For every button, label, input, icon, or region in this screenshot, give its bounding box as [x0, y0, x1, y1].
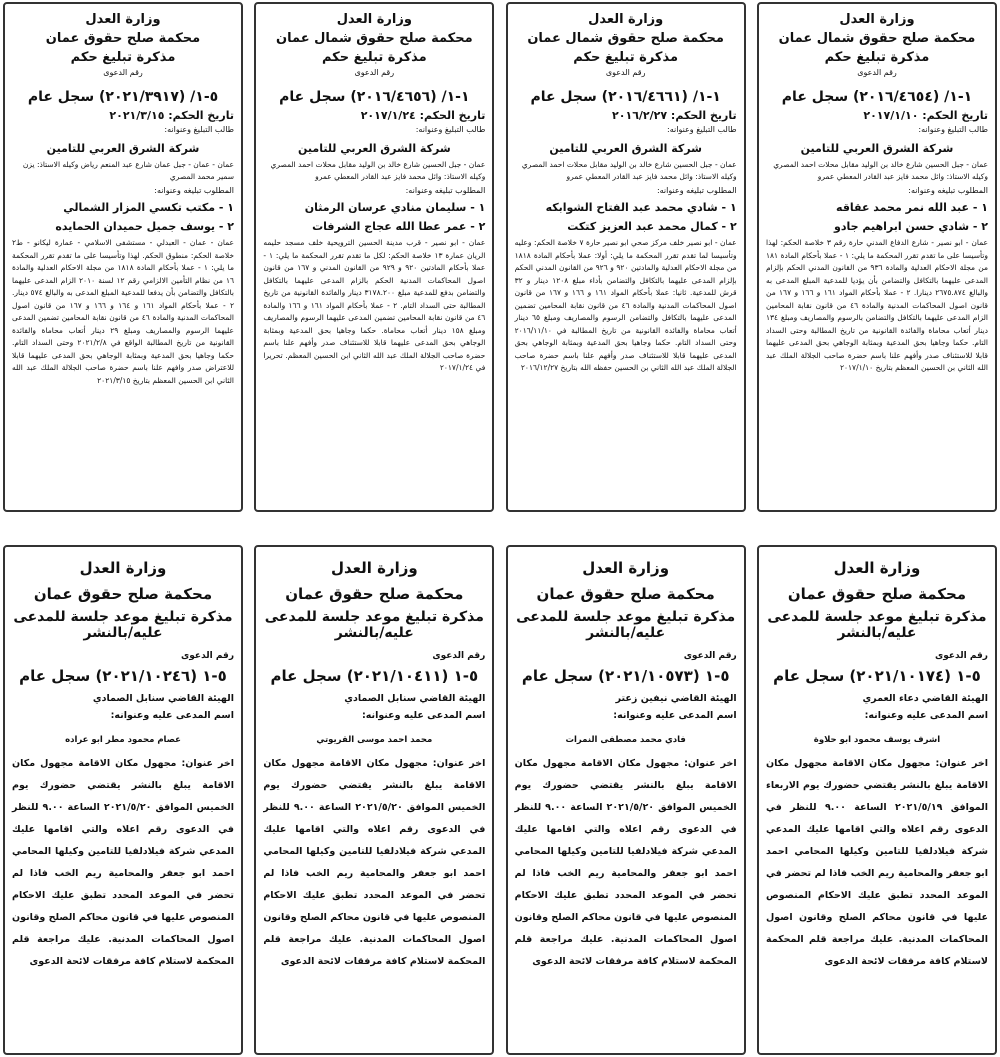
target-label: المطلوب تبليغه وعنوانه: — [405, 186, 486, 195]
judgment-text: عمان - ابو نصير - شارع الدفاع المدني حارة رقم ٣ خلاصة الحكم: لهذا وتأسيسا على ما تقدم تقرر المحكمة ما يلي: ١ - عملا بأحكام المادة ١٨١ من مجلة الاحكام العدلية والمادة ٩٣٦ من القانون المدني الحكم بإلزام المدعى عليهما بالتكافل والتضامن بأن يؤديا للمدعية المبلغ المدعى به والبالغ ٢٦٧٥.٨٧٤ دينارا. ٢ - عملا بأحكام المواد ١٦١ و ١٦٦ و ١٦٧ من قانون اصول المحاكمات المدنية والمادة ٤٦ من قانون نقابة المحامين الزام المدعى عليهما بالتكافل والتضامن بالرسوم والمصاريف ومبلغ ١٣٤ دينار أتعاب محاماة والفائدة القانونية من تاريخ المطالبة وحتى السداد التام. حكما وجاهيا بحق المدعية وبمثابة الوجاهي بحق المدعى عليهما قابلا للاستئناف صدر وأفهم علنا باسم حضرة صاحب الجلالة الملك عبد الله الثاني بن الحسين المعظم بتاريخ ٢٠١٧/١/١٠ — [765, 238, 988, 372]
case-label: رقم الدعوى — [683, 651, 737, 661]
court-name: محكمة صلح حقوق شمال عمان — [276, 31, 473, 46]
ministry-title: وزارة العدل — [839, 12, 915, 27]
notice-card — [254, 2, 494, 512]
notice-card — [506, 2, 746, 512]
notice-text: اخر عنوان: مجهول مكان الاقامة مجهول مكان الاقامة يبلغ بالنشر يقتضي حضورك يوم الاربعاء الموافق ٢٠٢١/٥/١٩ الساعة ٩.٠٠ للنظر في الدعوى رقم اعلاه والتي اقامها عليك المدعي شركة فيلادلفيا للتامين وكيلها المحامي احمد ابو جعفر والمحامية ريم الخب فاذا لم تحضر في الموعد المحدد تطبق عليك الاحكام المنصوص عليها في قانون محاكم الصلح وقانون اصول المحاكمات المدنية. عليك مراجعة قلم المحكمة لاستلام كافة مرفقات لائحة الدعوى — [765, 758, 988, 967]
case-label: رقم الدعوى — [935, 651, 988, 661]
top-notices-row — [0, 2, 1000, 512]
requester-address: عمان - جبل الحسين شارع خالد بن الوليد مقابل محلات احمد المصري وكيله الاستاذ: وائل محمد فايز عبد القادر المعطي عمرو — [521, 160, 737, 181]
case-label: رقم الدعوى — [857, 68, 897, 77]
defendant-label: اسم المدعى عليه وعنوانه: — [361, 710, 486, 721]
court-name: محكمة صلح حقوق عمان — [33, 585, 213, 603]
judgment-date: تاريخ الحكم: ٢٠١٧/١/٢٤ — [360, 109, 486, 122]
court-name: محكمة صلح حقوق عمان — [787, 585, 967, 603]
case-number: ١-١/ (٢٠١٦/٤٦٦١) سجل عام — [530, 89, 721, 105]
memo-title: مذكرة تبليغ موعد جلسة للمدعى عليه/بالنشر — [264, 609, 484, 641]
case-number: ٥-١ (٢٠٢١/١٠١٧٤) سجل عام — [773, 667, 981, 685]
requester-address: عمان - جبل الحسين شارع خالد بن الوليد مقابل محلات احمد المصري وكيله الاستاذ: وائل محمد فايز عبد القادر المعطي عمرو — [270, 160, 486, 181]
target-label: المطلوب تبليغه وعنوانه: — [656, 186, 737, 195]
case-label: رقم الدعوى — [181, 651, 234, 661]
defendant-name: فادي محمد مصطفى النمرات — [565, 735, 686, 745]
judgment-text: عمان - ابو نصير - قرب مدينة الحسين الترويحية خلف مسجد حليمه الريان عمارة ١٣ خلاصة الحكم: لكل ما تقدم تقرر المحكمة ما يلي: ١ - عملا بأحكام المادتين ٩٢٠ و ٩٢٩ من القانون المدني و ١٦٧ من قانون اصول المحاكمات المدنية الحكم بالزام المدعى عليهما بالتكافل والتضامن بدفع للمدعية مبلغ ٣١٧٨.٢٠٠ دينار والفائدة القانونية من تاريخ المطالبة حتى السداد التام. ٢ - عملا بأحكام المواد ١٦١ و ١٦٦ والمادة ٤٦ من قانون نقابة المحامين تضمين المدعى عليهما الرسوم والمصاريف ومبلغ ١٥٨ دينار أتعاب محاماة. حكما وجاهيا بحق المدعية وبمثابة الوجاهي بحق المدعى عليهما قابلا للاستئناف صدر وأفهم علنا باسم حضرة صاحب الجلالة الملك عبد الله الثاني ابن الحسين المعظم. تحريرا في ٢٠١٧/١/٢٤ — [263, 238, 486, 372]
requester-name: شركة الشرق العربي للتامين — [549, 142, 702, 155]
defendant-name: محمد احمد موسى القريوتي — [316, 735, 433, 745]
defendant-name: عصام محمود مطر ابو عراده — [65, 735, 181, 745]
defendant-name: اشرف يوسف محمود ابو حلاوة — [813, 735, 941, 745]
judgment-date: تاريخ الحكم: ٢٠١٧/١/١٠ — [863, 109, 988, 122]
case-label: رقم الدعوى — [432, 651, 486, 661]
memo-title: مذكرة تبليغ حكم — [573, 50, 679, 65]
judge-panel: الهيئة القاضي سنابل الصمادي — [344, 693, 486, 704]
notice-text: اخر عنوان: مجهول مكان الاقامة مجهول مكان الاقامة يبلغ بالنشر يقتضي حضورك يوم الخميس الموافق ٢٠٢١/٥/٢٠ الساعة ٩.٠٠ للنظر في الدعوى رقم اعلاه والتي اقامها عليك المدعي شركة فيلادلفيا للتامين وكيلها المحامي احمد ابو جعفر والمحامية ريم الخب فاذا لم تحضر في الموعد المحدد تطبق عليك الاحكام المنصوص عليها في قانون محاكم الصلح وقانون اصول المحاكمات المدنية. عليك مراجعة قلم المحكمة لاستلام كافة مرفقات لائحة الدعوى — [12, 758, 234, 967]
defendant-label: اسم المدعى عليه وعنوانه: — [110, 710, 234, 721]
memo-title: مذكرة تبليغ حكم — [70, 50, 176, 65]
court-name: محكمة صلح حقوق شمال عمان — [527, 31, 724, 46]
case-number: ١-١/ (٢٠١٦/٤٦٥٦) سجل عام — [279, 89, 470, 105]
notice-text: اخر عنوان: مجهول مكان الاقامة مجهول مكان الاقامة يبلغ بالنشر يقتضي حضورك يوم الخميس الموافق ٢٠٢١/٥/٢٠ الساعة ٩.٠٠ للنظر في الدعوى رقم اعلاه والتي اقامها عليك المدعي شركة فيلادلفيا للتامين وكيلها المحامي احمد ابو جعفر والمحامية ريم الخب فاذا لم تحضر في الموعد المحدد تطبق عليك الاحكام المنصوص عليها في قانون محاكم الصلح وقانون اصول المحاكمات المدنية. عليك مراجعة قلم المحكمة لاستلام كافة مرفقات لائحة الدعوى — [514, 758, 737, 967]
case-number: ٥-١ (٢٠٢١/١٠٢٤٦) سجل عام — [19, 667, 227, 685]
judgment-date: تاريخ الحكم: ٢٠٢١/٣/١٥ — [109, 109, 234, 122]
target-label: المطلوب تبليغه وعنوانه: — [154, 186, 234, 195]
ministry-title: وزارة العدل — [85, 12, 161, 27]
requester-address: عمان - عمان - جبل عمان شارع عبد المنعم رياض وكيله الاستاذ: يزن سمير محمد المصري — [22, 160, 234, 181]
defendant-label: اسم المدعى عليه وعنوانه: — [613, 710, 737, 721]
memo-title: مذكرة تبليغ موعد جلسة للمدعى عليه/بالنشر — [767, 609, 987, 641]
notice-card — [757, 2, 997, 512]
hearing-notice-card — [757, 545, 997, 1055]
judgment-text: عمان - عمان - العبدلي - مستشفى الاسلامي - عمارة ليكانو - ط٢ خلاصة الحكم: منطوق الحكم. لهذا وتأسيسا على ما تقدم تقرر المحكمة ما يلي: ١ - عملا بأحكام المادة ١٨١٨ من مجلة الاحكام العدلية والمادة ١٦ من نظام التأمين الالزامي رقم ١٢ لسنة ٢٠١٠ الزام المدعى عليهما بالتكافل والتضامن بأن يدفعا للمدعية المبلغ المدعى به والبالغ ٥٧٤ دينار. ٢ - عملا بأحكام المواد ١٦١ و ١٦٤ و ١٦٦ و ١٦٧ من قانون اصول المحاكمات المدنية والمادة ٤٦ من قانون نقابة المحامين تضمين المدعى عليهما الرسوم والمصاريف ومبلغ ٢٩ دينار أتعاب محاماة والفائدة القانونية من تاريخ المطالبة الواقع في ٢٠٢١/٢/٨ وحتى السداد التام. حكما وجاهيا بحق المدعية وبمثابة الوجاهي بحق المدعى عليهما قابلا للاعتراض صدر وافهم علنا باسم حضرة صاحب الجلالة الملك عبد الله الثاني ابن الحسين المعظم بتاريخ ٢٠٢١/٣/١٥ — [12, 238, 235, 385]
hearing-notice-card — [506, 545, 746, 1055]
case-label: رقم الدعوى — [354, 68, 395, 77]
defendant-2: ٢ - عمر عطا الله عجاج الشرفات — [312, 220, 486, 233]
defendant-1: ١ - عبد الله نمر محمد عقاقه — [836, 201, 988, 214]
judge-panel: الهيئة القاضي نيفين زعتر — [615, 693, 737, 704]
memo-title: مذكرة تبليغ موعد جلسة للمدعى عليه/بالنشر — [13, 609, 233, 641]
defendant-label: اسم المدعى عليه وعنوانه: — [864, 710, 988, 721]
case-number: ١-١/ (٢٠١٦/٤٦٥٤) سجل عام — [781, 89, 973, 105]
judgment-date: تاريخ الحكم: ٢٠١٦/٢/٢٧ — [612, 109, 737, 122]
defendant-2: ٢ - شادي حسن ابراهيم جادو — [834, 220, 988, 233]
bottom-notices-row — [0, 545, 1000, 1055]
ministry-title: وزارة العدل — [582, 559, 670, 577]
memo-title: مذكرة تبليغ حكم — [321, 50, 427, 65]
judgment-text: عمان - ابو نصير خلف مركز صحي ابو نصير حارة ٧ خلاصة الحكم: وعليه وتأسيسا لما تقدم تقرر المحكمة ما يلي: أولا: عملا بأحكام المادة ١٨١٨ من مجلة الاحكام العدلية والمادتين ٩٢٠ و ٩٢٦ من القانون المدني الحكم بإلزام المدعى عليهما بالتكافل والتضامن بأداء مبلغ ١٢٠٨ دينار و ٣٢ قرش للمدعية. ثانيا: عملا بأحكام المواد ١٦١ و ١٦٦ و ١٦٧ من قانون اصول المحاكمات المدنية والمادة ٤٦ من قانون نقابة المحامين تضمين المدعى عليهما بالتكافل والتضامن الرسوم والمصاريف ومبلغ ٦٥ دينار أتعاب محاماة والفائدة القانونية من تاريخ المطالبة في ٢٠١٦/١١/١٠ وحتى السداد التام. حكما وجاهيا بحق المدعية وبمثابة الوجاهي بحق المدعى عليهما قابلا للاستئناف صدر وأفهم علنا باسم حضرة صاحب الجلالة الملك عبد الله الثاني بن الحسين حفظه الله بتاريخ ٢٠١٦/١٢/٢٧ — [514, 238, 737, 372]
notice-card — [3, 2, 243, 512]
requester-name: شركة الشرق العربي للتامين — [46, 142, 200, 155]
case-number: ٥-١ (٢٠٢١/١٠٤١١) سجل عام — [270, 667, 479, 685]
judge-panel: الهيئة القاضي سنابل الصمادي — [92, 693, 234, 704]
memo-title: مذكرة تبليغ حكم — [824, 50, 930, 65]
court-name: محكمة صلح حقوق عمان — [536, 585, 715, 603]
requester-name: شركة الشرق العربي للتامين — [298, 142, 451, 155]
court-name: محكمة صلح حقوق عمان — [285, 585, 464, 603]
hearing-notice-card — [3, 545, 243, 1055]
ministry-title: وزارة العدل — [79, 559, 167, 577]
requester-name: شركة الشرق العربي للتامين — [800, 142, 954, 155]
defendant-2: ٢ - يوسف جميل حميدان الحمايده — [55, 220, 234, 233]
defendant-1: ١ - مكتب تكسي المزار الشمالي — [63, 201, 234, 214]
case-number: ٥-١/ (٢٠٢١/٣٩١٧) سجل عام — [27, 89, 219, 105]
requester-address: عمان - جبل الحسين شارع خالد بن الوليد مقابل محلات احمد المصري وكيله الاستاذ: وائل محمد فايز عبد القادر المعطي عمرو — [773, 160, 988, 181]
requester-label: طالب التبليغ وعنوانه: — [667, 125, 737, 134]
court-name: محكمة صلح حقوق عمان — [45, 31, 201, 46]
case-label: رقم الدعوى — [103, 68, 143, 77]
ministry-title: وزارة العدل — [336, 12, 412, 27]
judge-panel: الهيئة القاضي دعاء العمري — [862, 693, 988, 704]
ministry-title: وزارة العدل — [330, 559, 418, 577]
requester-label: طالب التبليغ وعنوانه: — [415, 125, 486, 134]
notice-text: اخر عنوان: مجهول مكان الاقامة مجهول مكان الاقامة يبلغ بالنشر يقتضي حضورك يوم الخميس الموافق ٢٠٢١/٥/٢٠ الساعة ٩.٠٠ للنظر في الدعوى رقم اعلاه والتي اقامها عليك المدعي شركة فيلادلفيا للتامين وكيلها المحامي احمد ابو جعفر والمحامية ريم الخب فاذا لم تحضر في الموعد المحدد تطبق عليك الاحكام المنصوص عليها في قانون محاكم الصلح وقانون اصول المحاكمات المدنية. عليك مراجعة قلم المحكمة لاستلام كافة مرفقات لائحة الدعوى — [263, 758, 486, 967]
requester-label: طالب التبليغ وعنوانه: — [918, 125, 988, 134]
ministry-title: وزارة العدل — [833, 559, 921, 577]
court-name: محكمة صلح حقوق شمال عمان — [778, 31, 976, 46]
defendant-1: ١ - سليمان منادي عرسان الرمثان — [304, 201, 486, 214]
memo-title: مذكرة تبليغ موعد جلسة للمدعى عليه/بالنشر — [516, 609, 736, 641]
defendant-2: ٢ - كمال محمد عبد العزيز كتكت — [567, 220, 737, 233]
ministry-title: وزارة العدل — [588, 12, 664, 27]
target-label: المطلوب تبليغه وعنوانه: — [908, 186, 988, 195]
case-label: رقم الدعوى — [605, 68, 646, 77]
defendant-1: ١ - شادي محمد عبد الفتاح الشوابكه — [545, 201, 737, 214]
case-number: ٥-١ (٢٠٢١/١٠٥٧٣) سجل عام — [521, 667, 730, 685]
requester-label: طالب التبليغ وعنوانه: — [164, 125, 234, 134]
hearing-notice-card — [254, 545, 494, 1055]
